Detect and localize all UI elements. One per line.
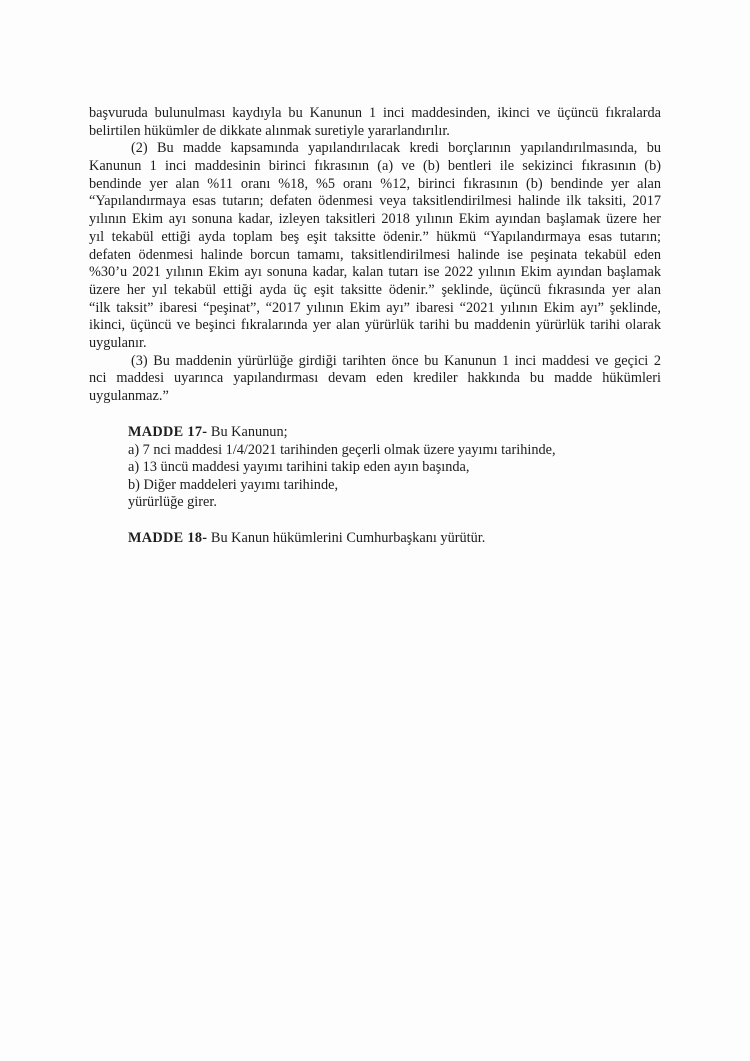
- text-line: başvuruda bulunulması kaydıyla bu Kanunun 1 inci maddesinden, ikinci ve üçüncü fıkralarda: [89, 105, 661, 121]
- text-line: uygulanmaz.”: [89, 388, 169, 404]
- text-line: “ilk taksit” ibaresi “peşinat”, “2017 yılının Ekim ayı” ibaresi “2021 yılının Ekim ayı” şeklinde,: [89, 299, 661, 316]
- paragraph-continuation: [89, 105, 661, 140]
- madde-17-intro: Bu Kanunun;: [207, 424, 288, 440]
- law-text-body: [89, 105, 661, 406]
- madde-17-item: a) 7 nci maddesi 1/4/2021 tarihinden geçerli olmak üzere yayımı tarihinde,: [128, 441, 556, 458]
- madde-18-text-line: [128, 530, 628, 548]
- text-line: uygulanır.: [89, 334, 147, 351]
- text-line: nci maddesi uyarınca yapılandırması devam eden krediler hakkında bu madde hükümleri: [89, 370, 661, 387]
- text-line: üzere her yıl tekabül ettiği ayda üç eşit taksitte ödenir.” şeklinde, üçüncü fıkrasında yer alan: [89, 281, 661, 298]
- articles-section: [128, 424, 628, 547]
- madde-17: [128, 424, 628, 512]
- paragraph-3: [89, 353, 661, 406]
- spacer: [128, 512, 628, 530]
- madde-18: [128, 530, 628, 548]
- text-line: defaten ödenmesi halinde borcun tamamı, taksitlendirilmesi halinde ise peşinata tekabül eden: [89, 246, 661, 263]
- text-line: (3) Bu maddenin yürürlüğe girdiği tarihten önce bu Kanunun 1 inci maddesi ve geçici 2: [131, 352, 661, 369]
- madde-17-closing: yürürlüğe girer.: [128, 494, 217, 510]
- madde-17-item: a) 13 üncü maddesi yayımı tarihini takip eden ayın başında,: [128, 459, 470, 475]
- madde-18-label: MADDE 18-: [128, 529, 208, 546]
- madde-17-item: b) Diğer maddeleri yayımı tarihinde,: [128, 476, 339, 493]
- text-line: bendinde yer alan %11 oranı %18, %5 oranı %12, birinci fıkrasının (b) bendinde yer alan: [89, 175, 661, 192]
- text-line: yıl tekabül ettiği ayda toplam beş eşit taksitte ödenir.” hükmü “Yapılandırmaya esas tutarın;: [89, 228, 661, 245]
- text-line: ikinci, üçüncü ve beşinci fıkralarında yer alan yürürlük tarihi bu maddenin yürürlük tarihi olarak: [89, 317, 661, 334]
- madde-18-text: Bu Kanun hükümlerini Cumhurbaşkanı yürütür.: [207, 529, 486, 546]
- text-line: “Yapılandırmaya esas tutarın; defaten ödenmesi veya taksitlendirilmesi halinde ilk taksiti, 2017: [89, 193, 661, 210]
- madde-17-heading: [128, 424, 628, 442]
- text-line: Kanunun 1 inci maddesinin birinci fıkrasının (a) ve (b) bentleri ile sekizinci fıkrasının (b): [89, 158, 661, 175]
- madde-17-label: MADDE 17-: [128, 424, 208, 440]
- text-line: yılının Ekim ayı sonuna kadar, izleyen taksitleri 2018 yılının Ekim ayından başlamak üzere her: [89, 211, 661, 228]
- paragraph-2: [89, 140, 661, 352]
- text-line: %30’u 2021 yılının Ekim ayı sonuna kadar, kalan tutarı ise 2022 yılının Ekim ayından başlamak: [89, 264, 661, 281]
- text-line: (2) Bu madde kapsamında yapılandırılacak kredi borçlarının yapılandırılmasında, bu: [131, 140, 661, 157]
- text-line: belirtilen hükümler de dikkate alınmak suretiyle yararlandırılır.: [89, 122, 450, 139]
